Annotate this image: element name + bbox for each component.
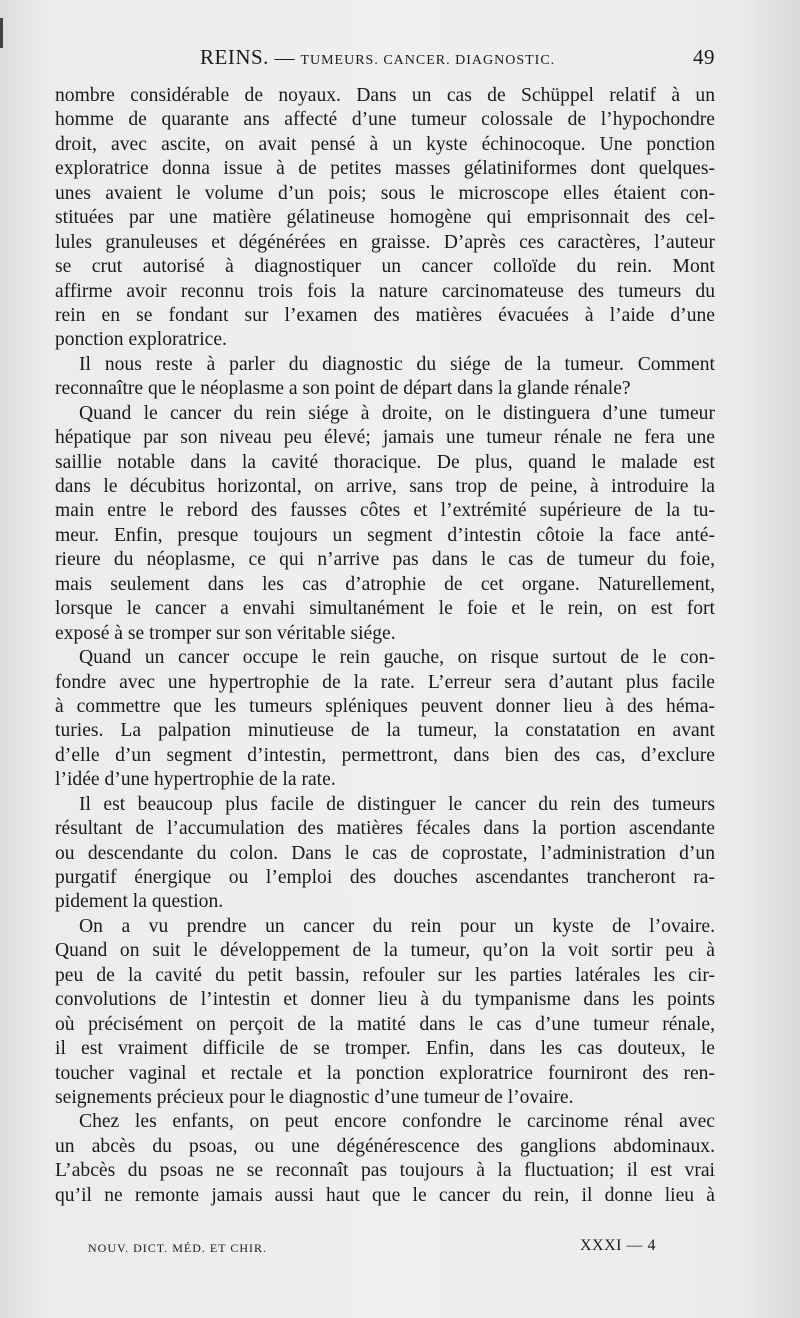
running-header <box>55 45 715 75</box>
text-line: lorsque le cancer a envahi simultanément le foie et le rein, on est fort <box>55 598 715 620</box>
text-line: purgatif énergique ou l’emploi des douches ascendantes trancheront ra- <box>55 867 715 888</box>
header-title-main: REINS. <box>200 45 269 69</box>
text-line: L’abcès du psoas ne se reconnaît pas toujours à la fluctuation; il est vrai <box>55 1160 715 1182</box>
text-line: à commettre que les tumeurs spléniques peuvent donner lieu à des héma- <box>55 695 715 717</box>
header-title-dash: — <box>268 47 301 69</box>
text-line: peu de la cavité du petit bassin, refouler sur les parties latérales les cir- <box>55 964 715 986</box>
paragraph <box>55 84 715 353</box>
text-line: main entre le rebord des fausses côtes et l’extrémité supérieure de la tu- <box>55 500 715 522</box>
text-line: droit, avec ascite, on avait pensé à un kyste échinocoque. Une ponction <box>55 133 715 155</box>
text-line: ou descendante du colon. Dans le cas de coprostate, l’administration d’un <box>55 842 715 864</box>
text-line: d’elle d’un segment d’intestin, permettront, dans bien des cas, d’exclure <box>55 744 715 766</box>
text-line: fondre avec une hypertrophie de la rate. L’erreur sera d’autant plus facile <box>55 671 715 693</box>
text-line: un abcès du psoas, ou une dégénérescence des ganglions abdominaux. <box>55 1135 715 1157</box>
text-line: mais seulement dans les cas d’atrophie de cet organe. Naturellement, <box>55 573 715 595</box>
text-line: l’idée d’une hypertrophie de la rate. <box>55 769 336 791</box>
text-line: qu’il ne remonte jamais aussi haut que le cancer du rein, il donne lieu à <box>55 1184 715 1206</box>
text-line: hépatique par son niveau peu élevé; jamais une tumeur rénale ne fera une <box>55 427 715 449</box>
text-line: pidement la question. <box>55 891 224 913</box>
text-line: rieure du néoplasme, ce qui n’arrive pas dans le cas de tumeur du foie, <box>55 549 715 571</box>
paragraph <box>55 793 715 915</box>
text-line: affirme avoir reconnu trois fois la nature carcinomateuse des tumeurs du <box>55 280 715 302</box>
text-line: ponction exploratrice. <box>55 329 227 351</box>
text-line: Quand un cancer occupe le rein gauche, on risque surtout de le con- <box>79 647 715 669</box>
paragraph <box>55 402 715 646</box>
text-line: dans le décubitus horizontal, on arrive, sans trop de peine, à introduire la <box>55 476 715 497</box>
text-line: Quand on suit le développement de la tumeur, qu’on la voit sortir peu à <box>55 940 715 962</box>
text-line: saillie notable dans la cavité thoracique. De plus, quand le malade est <box>55 451 715 473</box>
paragraph <box>55 353 715 402</box>
text-line: Chez les enfants, on peut encore confondre le carcinome rénal avec <box>79 1111 715 1133</box>
header-title-sub: TUMEURS. CANCER. DIAGNOSTIC. <box>300 53 556 68</box>
text-line: où précisément on perçoit de la matité dans le cas d’une tumeur rénale, <box>55 1013 715 1035</box>
text-line: il est vraiment difficile de se tromper. Enfin, dans les cas douteux, le <box>55 1038 715 1060</box>
text-line: lules granuleuses et dégénérées en graisse. D’après ces caractères, l’auteur <box>55 231 715 253</box>
text-line: convolutions de l’intestin et donner lieu à du tympanisme dans les points <box>55 989 715 1011</box>
text-line: reconnaître que le néoplasme a son point de départ dans la glande rénale? <box>55 378 631 400</box>
text-line: meur. Enfin, presque toujours un segment d’intestin côtoie la face anté- <box>55 524 715 546</box>
text-line: unes avaient le volume d’un pois; sous le microscope elles étaient con- <box>55 182 715 204</box>
text-line: seignements précieux pour le diagnostic d’une tumeur de l’ovaire. <box>55 1086 574 1108</box>
text-line: homme de quarante ans affecté d’une tumeur colossale de l’hypochondre <box>55 109 715 131</box>
text-line: Il nous reste à parler du diagnostic du siége de la tumeur. Comment <box>79 353 715 375</box>
paragraph <box>55 1110 715 1208</box>
text-line: nombre considérable de noyaux. Dans un cas de Schüppel relatif à un <box>55 85 715 106</box>
text-line: exploratrice donna issue à de petites masses gélatiniformes dont quelques- <box>55 158 715 180</box>
header-title <box>200 45 555 70</box>
text-line: résultant de l’accumulation des matières fécales dans la portion ascendante <box>55 818 715 840</box>
page-number: 49 <box>693 45 715 69</box>
text-line: On a vu prendre un cancer du rein pour un kyste de l’ovaire. <box>79 915 715 937</box>
body-text <box>55 84 715 1208</box>
text-line: turies. La palpation minutieuse de la tumeur, la constatation en avant <box>55 720 715 742</box>
paragraph <box>55 915 715 1111</box>
text-line: exposé à se tromper sur son véritable siége. <box>55 622 396 644</box>
page-footer <box>88 1237 658 1257</box>
binding-edge-mark <box>0 18 3 48</box>
text-line: rein en se fondant sur l’examen des matières évacuées à l’aide d’une <box>55 304 715 326</box>
footer-publication: NOUV. DICT. MÉD. ET CHIR. <box>88 1241 268 1255</box>
text-line: se crut autorisé à diagnostiquer un cancer colloïde du rein. Mont <box>55 256 715 278</box>
text-line: stituées par une matière gélatineuse homogène qui emprisonnait des cel- <box>55 207 715 229</box>
paragraph <box>55 646 715 793</box>
text-line: toucher vaginal et rectale et la ponction exploratrice fourniront des ren- <box>55 1062 715 1084</box>
text-line: Quand le cancer du rein siége à droite, on le distinguera d’une tumeur <box>79 402 715 424</box>
footer-signature: XXXI — 4 <box>580 1237 656 1254</box>
text-line: Il est beaucoup plus facile de distinguer le cancer du rein des tumeurs <box>79 793 715 815</box>
